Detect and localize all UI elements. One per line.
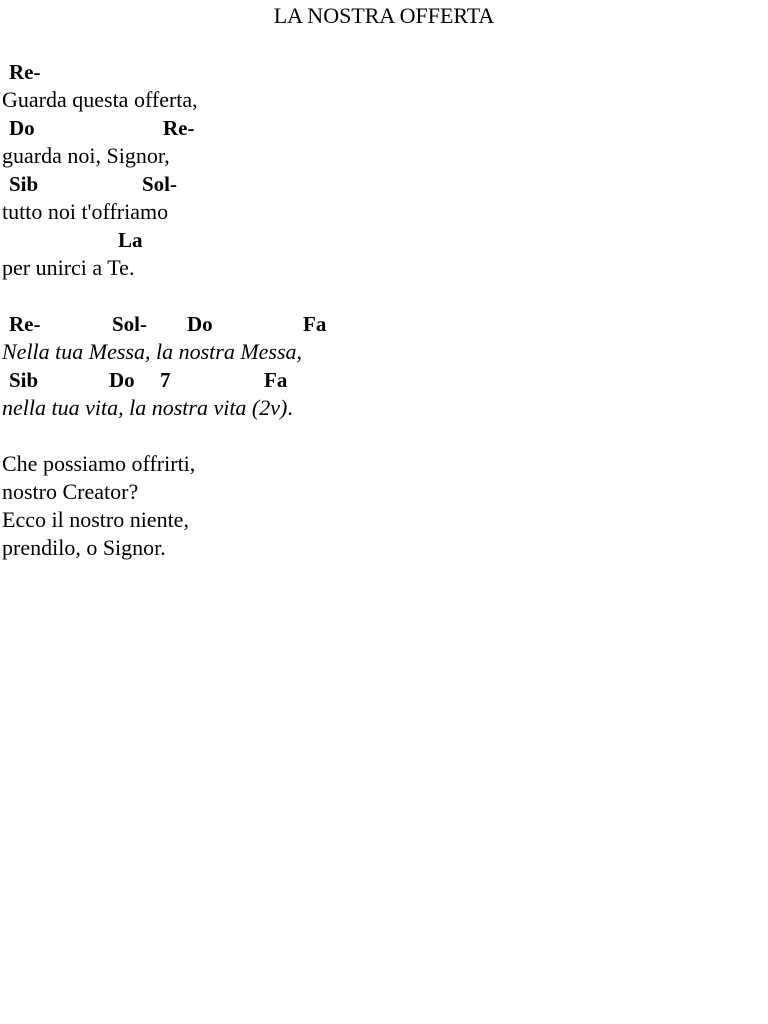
refrain-lyric-line: Nella tua Messa, la nostra Messa, — [2, 339, 303, 364]
lyric-line: Che possiamo offrirti, — [2, 451, 196, 476]
chord: Re- — [163, 116, 195, 140]
chord-line — [2, 114, 762, 142]
song-title: LA NOSTRA OFFERTA — [273, 3, 495, 28]
chord: Do — [9, 116, 35, 140]
refrain-lyric-text: nella tua vita, la nostra vita (2v) — [2, 395, 288, 420]
lyric-line: per unirci a Te. — [2, 255, 135, 280]
chord: Sib — [9, 368, 39, 392]
chord-line — [2, 226, 762, 254]
chord: Fa — [264, 368, 288, 392]
lyric-line: nostro Creator? — [2, 479, 139, 504]
lyric-line: tutto noi t'offriamo — [2, 199, 169, 224]
chord-line — [2, 58, 762, 86]
chord-line — [2, 366, 762, 394]
chord-line — [2, 310, 762, 338]
chord: Do — [109, 368, 135, 392]
chord: Re- — [9, 312, 41, 336]
chord-line — [2, 170, 762, 198]
chord: Fa — [303, 312, 327, 336]
chord: Sib — [9, 172, 39, 196]
chord: La — [118, 228, 143, 252]
chord: Sol- — [142, 172, 178, 196]
lyric-line: Guarda questa offerta, — [2, 87, 198, 112]
lyric-line: guarda noi, Signor, — [2, 143, 170, 168]
lyric-line: Ecco il nostro niente, — [2, 507, 189, 532]
chord: 7 — [160, 368, 171, 392]
lyric-line: prendilo, o Signor. — [2, 535, 166, 560]
chord: Sol- — [112, 312, 148, 336]
chord: Do — [187, 312, 213, 336]
refrain-lyric-period: . — [287, 395, 293, 420]
chord: Re- — [9, 60, 41, 84]
refrain-lyric-line — [2, 394, 762, 422]
